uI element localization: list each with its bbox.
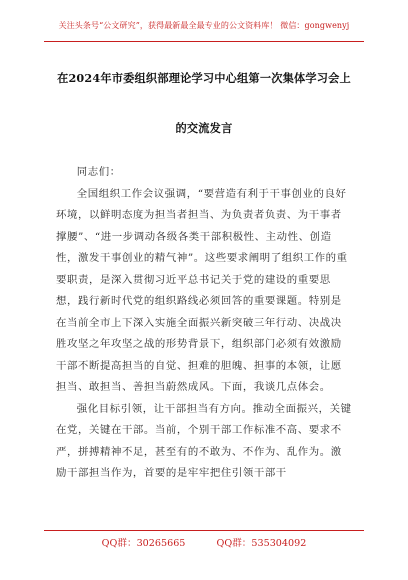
paragraph-1: 全国组织工作会议强调，“要营造有利于干事创业的良好环境，以鲜明态度为担当者担当、为负责者负责、为干事者撑腰”、“进一步调动各级各类干部积极性、主动性、创造性，激发干事创业的精气神”。这些要求阐明了组织工作的重要职责，是深入贯彻习近平总书记关于党的建设的重要思想，践行新时代党的组织路线必须回答的重要课题。特别是在当前全市上下深入实施全面振兴新突破三年行动、决战决胜攻坚之年攻坚之战的形势背景下，组织部门必须有效激励干部不断提高担当的自觉、担难的胆魄、担事的本领，让愿担当、敢担当、善担当蔚然成风。下面，我谈几点体会。 [56, 187, 348, 393]
footer [0, 535, 408, 549]
paragraph-2: 强化目标引领，让干部担当有方向。推动全面振兴，关键在党，关键在干部。当前，个别干部工作标准不高、要求不严，拼搏精神不足，甚至有的不敢为、不作为、乱作为。激励干部担当作为，首要的是牢牢把住引领干部干 [56, 402, 352, 479]
greeting: 同志们： [76, 166, 121, 178]
document-body [56, 162, 352, 485]
header-divider [44, 41, 364, 42]
document-title-line-1: 在2024年市委组织部理论学习中心组第一次集体学习会上 [57, 71, 351, 85]
document-title-line-2: 的交流发言 [175, 121, 233, 135]
header-notice: 关注头条号“公文研究”，获得最新最全最专业的公文资料库！ 微信：gongwenyj [58, 21, 350, 30]
footer-qq-group-2: QQ群：535304092 [216, 538, 307, 549]
footer-divider [44, 530, 364, 531]
footer-qq-group-1: QQ群：30265665 [101, 538, 186, 549]
